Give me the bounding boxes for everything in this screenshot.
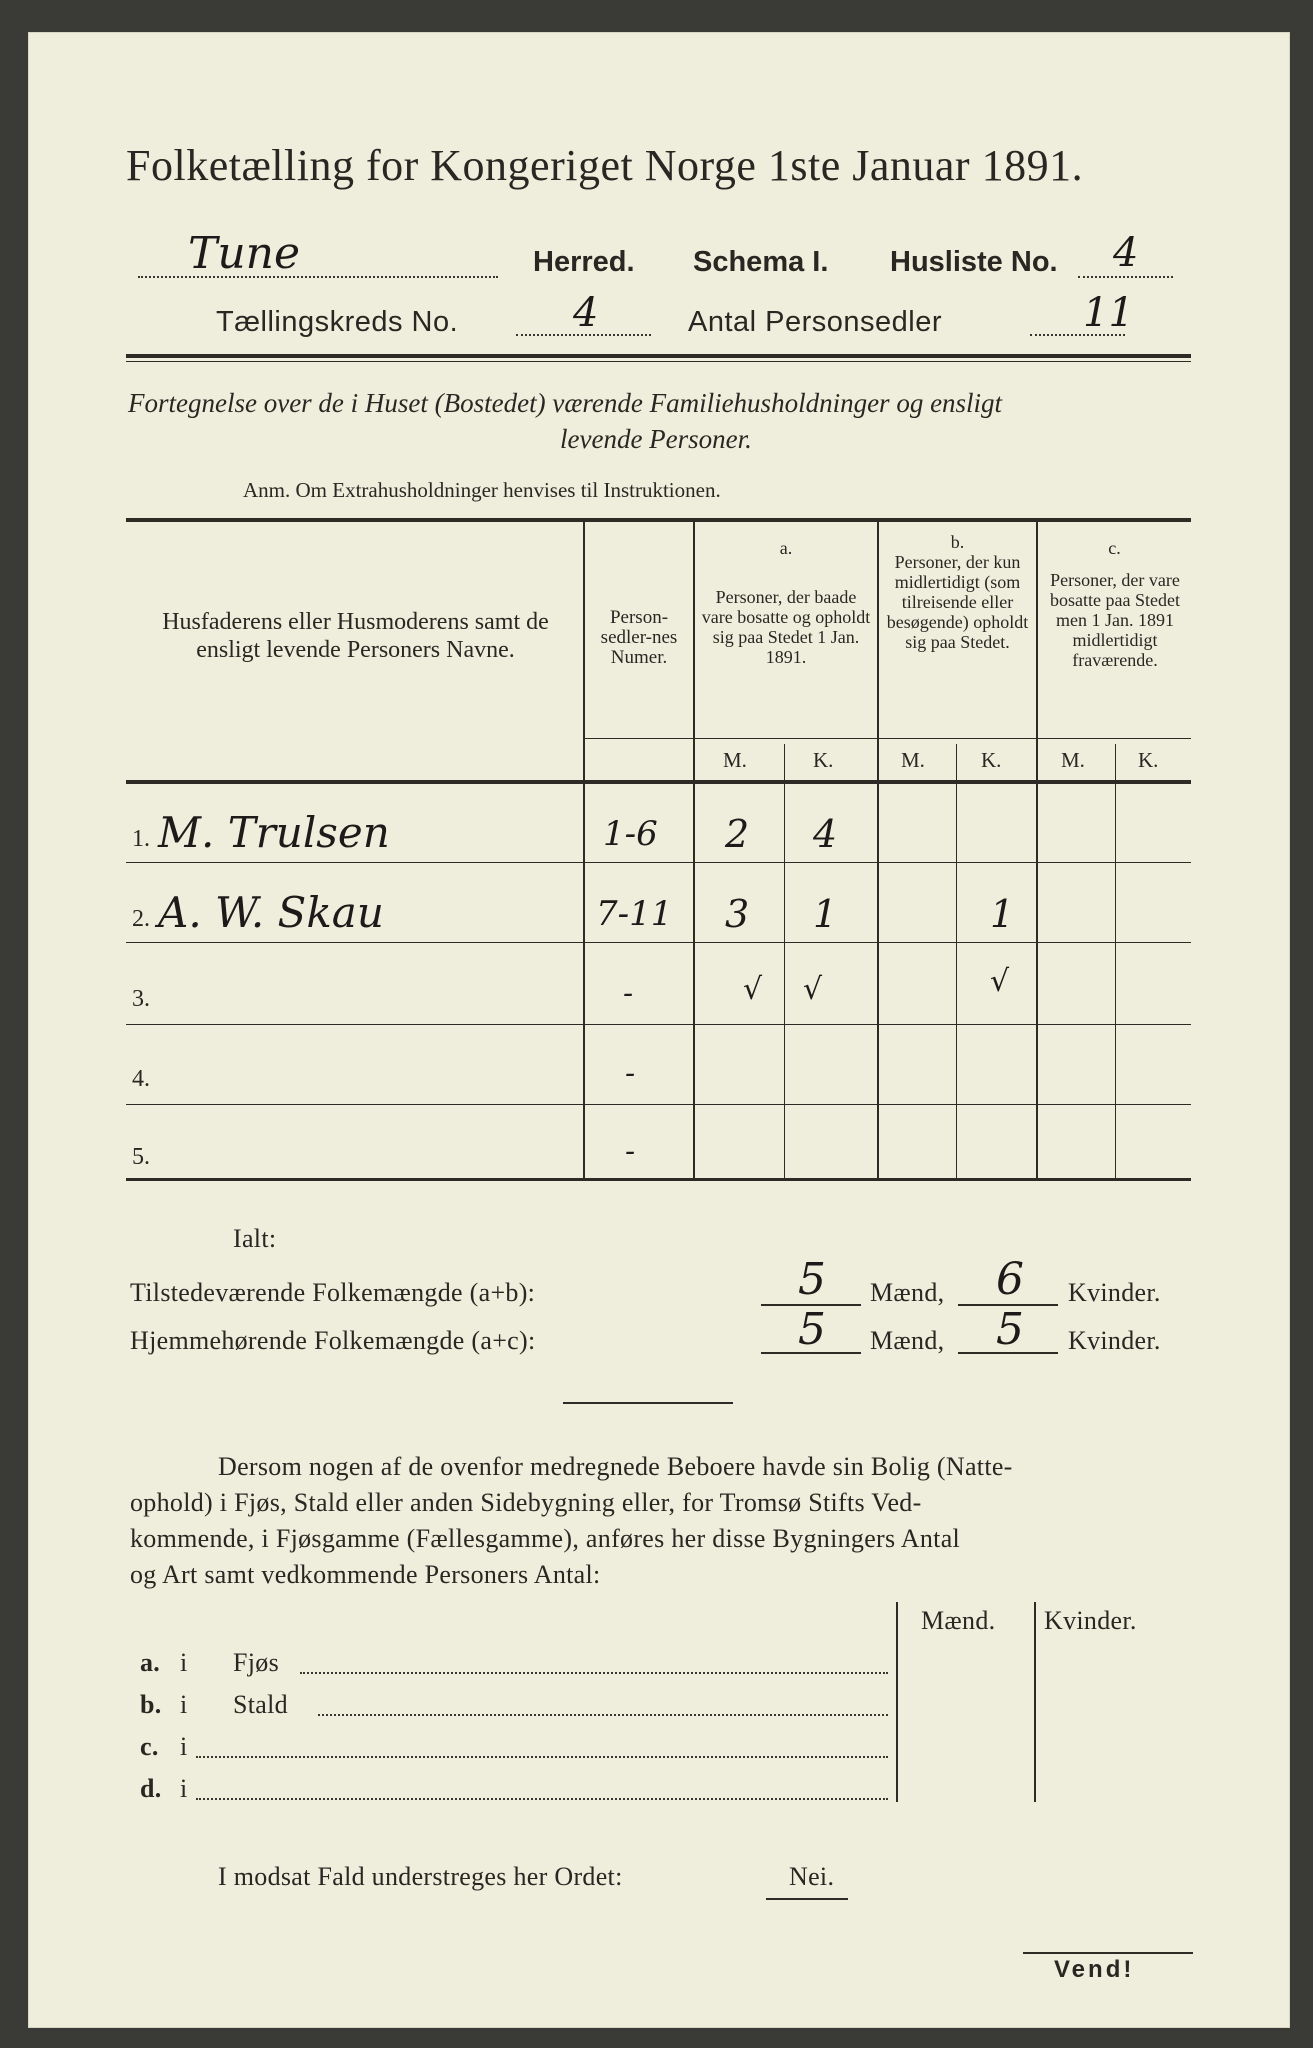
header-c-letter: c. — [1108, 538, 1121, 558]
husliste-dotted-line — [1078, 276, 1173, 278]
buildings-kvinder-header: Kvinder. — [1044, 1606, 1137, 1635]
header-b: Personer, der kun midlertidigt (som tilreisende eller besøgende) opholdt sig paa Stedet. — [886, 552, 1029, 652]
row-a-k: √ — [803, 972, 823, 1007]
row-person-numbers: 1-6 — [603, 814, 658, 854]
hjemme-kvinder-word: Kvinder. — [1068, 1326, 1161, 1355]
building-label: Fjøs — [233, 1648, 280, 1677]
col-divider-b-mk — [956, 744, 957, 1178]
col-divider-b — [1036, 518, 1038, 1178]
table-header-bottom-rule — [126, 780, 1191, 784]
vend-rule — [1023, 1952, 1193, 1954]
row-divider — [126, 1024, 1191, 1025]
row-number: 5. — [132, 1144, 150, 1170]
table-bottom-rule — [126, 1178, 1191, 1181]
buildings-col-divider-2 — [1034, 1602, 1036, 1802]
header-c: Personer, der vare bosatte paa Stedet men 1 Jan. 1891 midlertidigt fraværende. — [1050, 570, 1180, 670]
row-divider — [126, 862, 1191, 863]
row-person-numbers: - — [625, 1056, 636, 1091]
subtitle-line1: Fortegnelse over de i Huset (Bostedet) værende Familiehusholdninger og ensligt — [128, 388, 1003, 418]
row-person-numbers: - — [623, 976, 634, 1011]
row-b-k: 1 — [990, 892, 1015, 936]
tilstede-maend-value: 5 — [798, 1254, 826, 1305]
col-divider-c-mk — [1115, 744, 1116, 1178]
kreds-value: 4 — [573, 290, 599, 336]
buildings-col-divider-1 — [896, 1602, 898, 1802]
row-number: 2. — [132, 906, 150, 932]
husliste-value: 4 — [1113, 230, 1139, 276]
row-number: 3. — [132, 986, 150, 1012]
building-dotted-line — [318, 1714, 888, 1716]
tilstede-label: Tilstedeværende Folkemængde (a+b): — [130, 1278, 536, 1307]
b-k-label: K. — [981, 748, 1002, 772]
row-divider — [126, 1104, 1191, 1105]
nei-instruction: I modsat Fald understreges her Ordet: — [218, 1862, 623, 1891]
buildings-para-line2: ophold) i Fjøs, Stald eller anden Sidebygning eller, for Tromsø Stifts Ved- — [130, 1488, 922, 1517]
building-dotted-line — [300, 1672, 888, 1674]
kreds-label: Tællingskreds No. — [216, 306, 459, 338]
section-separator — [563, 1402, 733, 1404]
header-b-letter: b. — [950, 532, 965, 552]
header-rule-thin — [126, 361, 1191, 362]
mk-row-top-rule — [583, 738, 1191, 739]
row-name: A. W. Skau — [158, 888, 384, 937]
schema-label: Schema I. — [693, 246, 829, 278]
hjemme-label: Hjemmehørende Folkemængde (a+c): — [130, 1326, 536, 1355]
vend-label: Vend! — [1054, 1956, 1135, 1983]
buildings-maend-header: Mænd. — [921, 1606, 996, 1635]
buildings-para-line4: og Art samt vedkommende Personers Antal: — [130, 1560, 601, 1589]
row-name: M. Trulsen — [158, 808, 390, 857]
herred-value: Tune — [188, 228, 301, 279]
anm-note: Anm. Om Extrahusholdninger henvises til Instruktionen. — [243, 478, 721, 502]
building-dotted-line — [196, 1756, 888, 1758]
building-prep: i — [180, 1648, 188, 1677]
census-form-sheet — [28, 32, 1290, 2028]
row-divider — [126, 942, 1191, 943]
col-divider-a — [877, 518, 879, 1178]
tilstede-maend-word: Mænd, — [870, 1278, 945, 1307]
row-number: 1. — [132, 826, 150, 852]
row-b-k: √ — [990, 964, 1010, 999]
b-m-label: M. — [901, 748, 925, 772]
herred-label: Herred. — [533, 246, 635, 278]
col-divider-name — [583, 518, 585, 1178]
tilstede-kvinder-word: Kvinder. — [1068, 1278, 1161, 1307]
building-dotted-line — [196, 1798, 888, 1800]
row-a-m: 3 — [725, 892, 750, 936]
row-a-k: 1 — [813, 892, 838, 936]
row-person-numbers: - — [625, 1134, 636, 1169]
hjemme-maend-value: 5 — [798, 1304, 826, 1355]
building-prep: i — [180, 1774, 188, 1803]
building-letter: b. — [140, 1690, 162, 1719]
nei-underline — [766, 1898, 848, 1900]
row-a-m: 2 — [725, 812, 750, 856]
hjemme-maend-word: Mænd, — [870, 1326, 945, 1355]
header-a: Personer, der baade vare bosatte og opholdt sig paa Stedet 1 Jan. 1891. — [701, 587, 871, 667]
header-a-letter: a. — [779, 538, 793, 558]
header-names: Husfaderens eller Husmoderens samt de ensligt levende Personers Navne. — [162, 609, 549, 663]
husliste-label: Husliste No. — [890, 246, 1058, 278]
row-number: 4. — [132, 1066, 150, 1092]
a-k-label: K. — [813, 748, 834, 772]
antal-label: Antal Personsedler — [688, 306, 943, 338]
col-divider-a-mk — [784, 744, 785, 1178]
col-divider-num — [693, 518, 695, 1178]
building-label: Stald — [233, 1690, 288, 1719]
row-a-k: 4 — [813, 812, 838, 856]
building-prep: i — [180, 1732, 188, 1761]
tilstede-kvinder-value: 6 — [996, 1254, 1024, 1305]
c-m-label: M. — [1061, 748, 1085, 772]
ialt-label: Ialt: — [233, 1224, 277, 1253]
building-prep: i — [180, 1690, 188, 1719]
header-rule — [126, 354, 1191, 358]
hjemme-kvinder-value: 5 — [996, 1304, 1024, 1355]
nei-word: Nei. — [789, 1862, 835, 1891]
row-person-numbers: 7-11 — [596, 894, 673, 934]
subtitle-line2: levende Personer. — [560, 424, 752, 454]
table-top-rule — [126, 518, 1191, 522]
form-title: Folketælling for Kongeriget Norge 1ste Januar 1891. — [126, 141, 1084, 190]
antal-value: 11 — [1083, 290, 1134, 336]
building-letter: d. — [140, 1774, 162, 1803]
buildings-para-line3: kommende, i Fjøsgamme (Fællesgamme), anføres her disse Bygningers Antal — [130, 1524, 961, 1553]
header-person-numbers: Person-sedler-nes Numer. — [600, 607, 678, 668]
c-k-label: K. — [1138, 748, 1159, 772]
row-a-m: √ — [743, 972, 763, 1007]
a-m-label: M. — [723, 748, 747, 772]
building-letter: c. — [140, 1732, 159, 1761]
buildings-para-line1: Dersom nogen af de ovenfor medregnede Beboere havde sin Bolig (Natte- — [218, 1452, 1013, 1481]
building-letter: a. — [140, 1648, 161, 1677]
